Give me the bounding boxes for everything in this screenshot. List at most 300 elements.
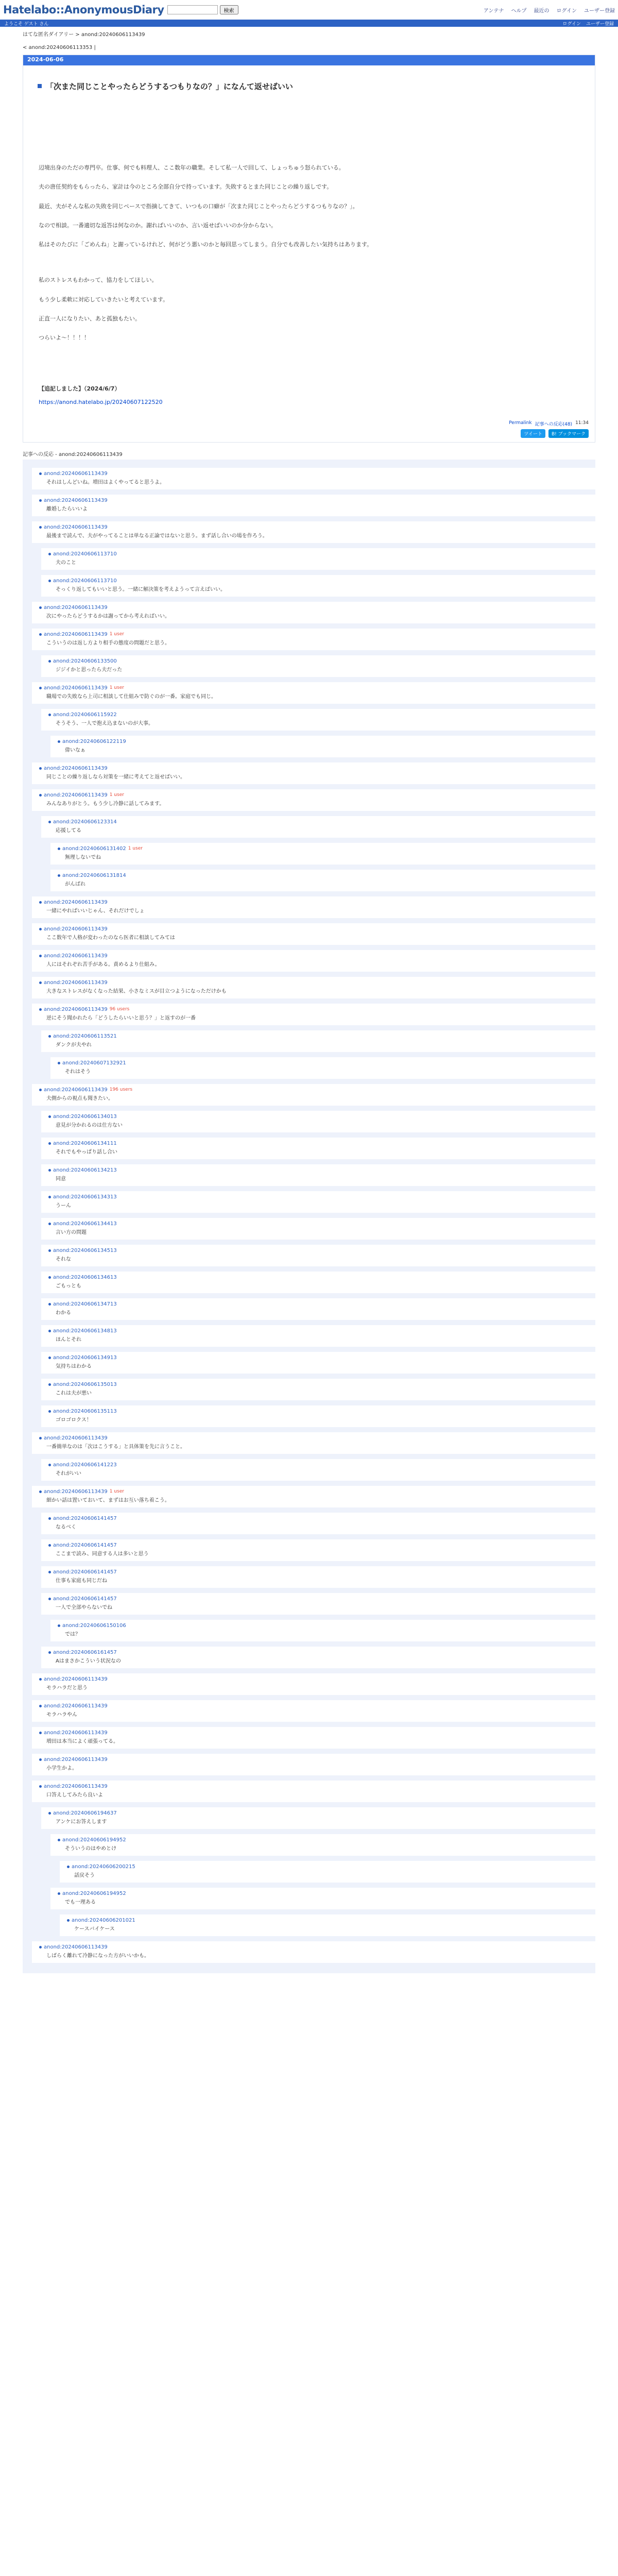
reaction-link[interactable]: anond:20240606113439 — [44, 1756, 108, 1762]
entry-body — [23, 92, 595, 407]
reaction-item — [41, 1400, 595, 1427]
bullet-icon — [58, 1624, 60, 1627]
reaction-meta — [48, 1809, 590, 1817]
bookmark-count[interactable]: 1 user — [109, 685, 124, 690]
reaction-meta — [48, 1247, 590, 1255]
bookmark-count[interactable]: 1 user — [109, 1488, 124, 1494]
reaction-text: それでもやっぱり話し合い — [56, 1149, 117, 1155]
reaction-text: そっくり返してもいいと思う。一緒に解決策を考えようって言えばいい。 — [56, 586, 226, 592]
bullet-icon — [39, 472, 42, 475]
bullet-icon — [48, 1812, 51, 1815]
reaction-card — [41, 1513, 595, 1534]
reaction-card — [41, 1325, 595, 1347]
reaction-item — [41, 1454, 595, 1481]
reaction-item — [32, 1775, 595, 1802]
reaction-item — [41, 1320, 595, 1347]
reaction-link[interactable]: anond:20240606123314 — [53, 819, 117, 825]
reaction-card — [32, 682, 595, 704]
share-buttons — [23, 429, 595, 442]
reaction-text: 逆にそう聞かれたら「どうしたらいいと思う？」と返すのが一番 — [46, 1015, 196, 1021]
reaction-text: 話戻そう — [74, 1872, 95, 1878]
reaction-item — [32, 489, 595, 516]
reaction-link[interactable]: anond:20240606135113 — [53, 1408, 117, 1414]
reaction-text: 言い方の問題 — [56, 1229, 87, 1235]
reaction-card — [32, 629, 595, 650]
bookmark-count[interactable]: 1 user — [109, 631, 124, 637]
reaction-item — [50, 731, 595, 757]
reaction-item — [50, 838, 595, 865]
reaction-link[interactable]: anond:20240606135013 — [53, 1381, 117, 1387]
bullet-icon — [48, 1303, 51, 1306]
reaction-item — [41, 1802, 595, 1829]
bullet-icon — [39, 526, 42, 529]
reaction-meta — [48, 1408, 590, 1415]
reaction-meta — [48, 711, 590, 719]
reaction-item — [41, 1374, 595, 1400]
reaction-link[interactable]: anond:20240606141457 — [53, 1569, 117, 1575]
search-area — [167, 5, 238, 14]
reaction-meta — [48, 1140, 590, 1147]
reaction-thread — [23, 891, 595, 918]
entry-paragraph: もう少し柔軟に対応していきたいと考えています。 — [39, 296, 169, 303]
reaction-link[interactable]: anond:20240606133500 — [53, 658, 117, 664]
reaction-card — [41, 1111, 595, 1132]
reaction-thread — [23, 998, 595, 1079]
nav-login[interactable]: ログイン — [556, 8, 577, 14]
reaction-thread — [32, 1213, 595, 1240]
reaction-link[interactable]: anond:20240606200215 — [72, 1863, 135, 1870]
reaction-meta — [48, 1461, 590, 1469]
reaction-meta — [39, 1702, 590, 1710]
reaction-card — [50, 1057, 595, 1079]
reaction-item — [41, 704, 595, 731]
reaction-text: うーん — [56, 1202, 71, 1209]
bullet-icon — [39, 928, 42, 930]
top-left — [3, 4, 238, 16]
bullet-icon — [48, 714, 51, 716]
reaction-link[interactable]: anond:20240606113439 — [44, 1783, 108, 1789]
reaction-item — [50, 865, 595, 891]
reaction-thread — [32, 1132, 595, 1159]
reaction-meta — [48, 577, 590, 585]
reaction-text: ジジイかと思ったら夫だった — [56, 667, 123, 673]
reaction-link[interactable]: anond:20240606113439 — [44, 1488, 108, 1495]
reaction-card — [32, 1727, 595, 1749]
reaction-text: そうそう、一人で抱え込まないのが大事。 — [56, 720, 153, 726]
reaction-link[interactable]: anond:20240606134111 — [53, 1140, 117, 1146]
tweet-button[interactable]: ツイート — [521, 429, 545, 438]
reaction-text: 人にはそれぞれ苦手がある。責めるより仕組み。 — [46, 961, 160, 968]
reaction-text: それがいい — [56, 1470, 81, 1477]
bullet-icon — [39, 1946, 42, 1948]
reaction-meta — [58, 1836, 590, 1844]
reaction-meta — [48, 550, 590, 558]
reaction-link[interactable]: anond:20240606113439 — [44, 926, 108, 932]
reaction-link[interactable]: anond:20240606113710 — [53, 551, 117, 557]
reaction-meta — [39, 899, 590, 906]
edit-link[interactable]: https://anond.hatelabo.jp/20240607122520 — [39, 398, 163, 405]
reaction-link[interactable]: anond:20240606201021 — [72, 1917, 135, 1923]
reaction-card — [32, 1486, 595, 1507]
reaction-thread — [32, 1641, 595, 1668]
reaction-link[interactable]: anond:20240606194952 — [62, 1837, 126, 1843]
reaction-card — [32, 762, 595, 784]
reaction-text: 応援してる — [56, 827, 81, 834]
reaction-meta — [39, 523, 590, 531]
bullet-icon — [39, 1705, 42, 1707]
bar-register-link[interactable]: ユーザー登録 — [586, 21, 614, 27]
reaction-thread — [23, 757, 595, 784]
reaction-thread — [23, 489, 595, 516]
bullet-icon — [48, 1142, 51, 1145]
reaction-text: 同じことの繰り返しなら対策を一緒に考えてと返せばいい。 — [46, 774, 185, 780]
reaction-meta — [58, 1059, 590, 1067]
entry-paragraph: 夫の唐任契約をもらったら、家計は今のところ全部自分で持っています。失敗するとまた同じことの繰り返しです。 — [39, 183, 333, 191]
entry — [23, 55, 595, 443]
reaction-thread — [50, 1909, 595, 1936]
reaction-link[interactable]: anond:20240606141457 — [53, 1596, 117, 1602]
reaction-card — [41, 1807, 595, 1829]
reaction-item — [32, 463, 595, 489]
reaction-text: ここまで読み、同意する人は多いと思う — [56, 1551, 149, 1557]
bullet-icon — [39, 955, 42, 957]
reaction-text: Aはまさかこういう状況なの — [56, 1658, 121, 1664]
reaction-link[interactable]: anond:20240607132921 — [62, 1060, 126, 1066]
prev-entry-link[interactable]: < anond:20240606113353 | — [23, 45, 96, 50]
reaction-card — [32, 495, 595, 516]
entry-paragraph: つらいよ〜！！！！ — [39, 334, 90, 341]
user-bar — [0, 20, 618, 27]
reaction-meta — [48, 1193, 590, 1201]
reaction-link[interactable]: anond:20240606141223 — [53, 1462, 117, 1468]
reaction-link[interactable]: anond:20240606131814 — [62, 872, 126, 878]
reaction-text: 職場での失敗なら上司に相談して仕組みで防ぐのが一番。家庭でも同じ。 — [46, 693, 216, 700]
logo-sub: ::AnonymousDiary — [56, 4, 164, 16]
reaction-meta — [48, 1300, 590, 1308]
reaction-meta — [48, 1113, 590, 1121]
reaction-item — [32, 1079, 595, 1106]
reaction-text: それな — [56, 1256, 71, 1262]
reaction-text: 偉いなぁ — [65, 747, 85, 753]
bar-login-link[interactable]: ログイン — [562, 21, 581, 27]
reaction-item — [41, 1213, 595, 1240]
reaction-text: 一緒にやればいいじゃん、それだけでしょ — [46, 908, 145, 914]
reaction-item — [32, 1722, 595, 1749]
reaction-card — [41, 1164, 595, 1186]
reaction-card — [50, 843, 595, 865]
bullet-icon — [39, 1785, 42, 1788]
reaction-item — [41, 1561, 595, 1588]
reaction-link[interactable]: anond:20240606113439 — [44, 1006, 108, 1012]
reaction-text: ほんとそれ — [56, 1336, 81, 1343]
reaction-link[interactable]: anond:20240606115922 — [53, 711, 117, 718]
bullet-icon — [48, 1223, 51, 1225]
reaction-link[interactable]: anond:20240606113439 — [44, 604, 108, 611]
reaction-meta — [39, 1783, 590, 1790]
reaction-thread — [32, 1320, 595, 1347]
nav-recent[interactable]: 最近の — [534, 8, 550, 14]
entry-paragraph: 正直一人になりたい、あと孤独もたい。 — [39, 315, 141, 322]
reaction-thread — [32, 1293, 595, 1320]
reaction-meta — [48, 1220, 590, 1228]
reaction-text: 気持ちはわかる — [56, 1363, 92, 1369]
reaction-thread — [41, 1052, 595, 1079]
reaction-item — [32, 1749, 595, 1775]
bullet-icon — [39, 687, 42, 689]
bullet-icon — [39, 1089, 42, 1091]
reaction-item — [41, 1106, 595, 1132]
reaction-link[interactable]: anond:20240606141457 — [53, 1542, 117, 1548]
reaction-item — [32, 1695, 595, 1722]
reaction-card — [60, 1914, 595, 1936]
reaction-thread — [41, 1829, 595, 1883]
bullet-icon — [48, 1598, 51, 1600]
reaction-card — [32, 1673, 595, 1695]
bookmark-count[interactable]: 1 user — [128, 845, 143, 851]
reaction-link[interactable]: anond:20240606113439 — [44, 470, 108, 477]
reaction-text: がんばれ — [65, 881, 85, 887]
reaction-link[interactable]: anond:20240606150106 — [62, 1622, 126, 1629]
reaction-item — [41, 1641, 595, 1668]
top-nav — [484, 6, 615, 14]
reaction-link[interactable]: anond:20240606134813 — [53, 1328, 117, 1334]
reaction-text: なるべく — [56, 1524, 76, 1530]
bullet-icon — [48, 1571, 51, 1573]
reaction-card — [32, 1754, 595, 1775]
reaction-text: これは夫が悪い — [56, 1390, 92, 1396]
reaction-item — [41, 1293, 595, 1320]
bookmark-button[interactable]: B! ブックマーク — [548, 429, 589, 438]
reaction-text: それはそう — [65, 1069, 91, 1075]
permalink[interactable]: Permalink — [509, 420, 532, 426]
reaction-meta — [48, 657, 590, 665]
reaction-text: でも一理ある — [65, 1899, 96, 1905]
reaction-item — [60, 1909, 595, 1936]
reaction-meta — [39, 684, 590, 692]
reaction-meta — [39, 1756, 590, 1764]
reaction-text: 口答えしてみたら良いよ — [46, 1792, 103, 1798]
reaction-item — [41, 1186, 595, 1213]
reaction-text: 一番簡単なのは「次はこうする」と具体策を先に言うこと。 — [46, 1444, 185, 1450]
reaction-meta — [39, 1006, 590, 1013]
title-bullet-icon — [38, 84, 42, 88]
reaction-link[interactable]: anond:20240606113439 — [44, 685, 108, 691]
search-button[interactable]: 検索 — [220, 5, 238, 14]
reaction-card — [50, 870, 595, 891]
reaction-thread — [32, 1266, 595, 1293]
reaction-link[interactable]: anond:20240606134713 — [53, 1301, 117, 1307]
reaction-thread — [32, 543, 595, 570]
reaction-text: こういうのは返し方より相手の態度の問題だと思う。 — [46, 640, 170, 646]
reaction-meta — [67, 1863, 590, 1871]
reaction-card — [32, 1004, 595, 1025]
reaction-link[interactable]: anond:20240606134313 — [53, 1194, 117, 1200]
reaction-meta — [48, 1032, 590, 1040]
bullet-icon — [39, 633, 42, 636]
entry-title[interactable]: 「次また同じことやったらどうするつもりなの？」になんて返せばいい — [46, 82, 293, 91]
bullet-icon — [39, 1437, 42, 1439]
reaction-text: 一人で全部やらないでね — [56, 1604, 112, 1611]
bullet-icon — [58, 1839, 60, 1841]
entry-paragraph: 辺境出身のただの専門卒。仕事、何でも料理人、ここ数年の職業。そして私一人で回して、しょっちゅう怒られている。 — [39, 164, 345, 171]
reaction-item — [41, 811, 595, 838]
nav-help[interactable]: ヘルプ — [511, 8, 527, 14]
reaction-meta — [58, 845, 590, 853]
reaction-item — [32, 757, 595, 784]
reaction-card — [32, 950, 595, 972]
reaction-card — [32, 789, 595, 811]
reaction-link[interactable]: anond:20240606113439 — [44, 899, 108, 905]
reaction-link[interactable]: anond:20240606131402 — [62, 845, 126, 852]
reaction-thread — [32, 1240, 595, 1266]
bullet-icon — [39, 499, 42, 502]
reaction-card — [41, 1218, 595, 1240]
reaction-meta — [39, 765, 590, 772]
reaction-link[interactable]: anond:20240606122119 — [62, 738, 126, 744]
reaction-link[interactable]: anond:20240606113439 — [44, 1435, 108, 1441]
reaction-link[interactable]: anond:20240606134613 — [53, 1274, 117, 1280]
bullet-icon — [39, 1490, 42, 1493]
reaction-text: それはしんどいね。増田はよくやってると思うよ。 — [46, 479, 165, 485]
bullet-icon — [48, 580, 51, 582]
bullet-icon — [48, 1249, 51, 1252]
reaction-thread — [32, 1534, 595, 1561]
bullet-icon — [48, 1169, 51, 1172]
reaction-meta — [39, 470, 590, 478]
reaction-link[interactable]: anond:20240606134913 — [53, 1354, 117, 1361]
reaction-meta — [58, 1890, 590, 1897]
entry-paragraph: 最近、夫がそんな私の失敗を同じペースで指摘してきて、いつもの口癖が「次また同じことやったらどうするつもりなの？」。 — [39, 202, 358, 210]
reaction-item — [41, 1159, 595, 1186]
reaction-link[interactable]: anond:20240606134513 — [53, 1247, 117, 1253]
reaction-thread — [32, 1802, 595, 1936]
reaction-card — [41, 1138, 595, 1159]
reaction-link[interactable]: anond:20240606113439 — [44, 631, 108, 637]
reaction-text: 離婚したらいいよ — [46, 506, 88, 512]
reaction-item — [32, 998, 595, 1025]
reaction-link[interactable]: anond:20240606113710 — [53, 578, 117, 584]
bullet-icon — [58, 848, 60, 850]
reaction-link[interactable]: anond:20240606113439 — [44, 953, 108, 959]
entry-paragraph: 私はそのたびに「ごめんね」と謝っているけれど、何がどう悪いのかと毎回思ってしまう。自分でも改善したい気持ちはあります。 — [39, 241, 373, 248]
reaction-link[interactable]: anond:20240606113439 — [44, 979, 108, 986]
reaction-link[interactable]: anond:20240606134413 — [53, 1221, 117, 1227]
reaction-link[interactable]: anond:20240606113439 — [44, 497, 108, 503]
reaction-thread — [23, 918, 595, 945]
reaction-text: そういうのはやめとけ — [65, 1845, 116, 1852]
reaction-meta — [39, 1086, 590, 1094]
reaction-link[interactable]: anond:20240606194637 — [53, 1810, 117, 1816]
search-input[interactable] — [167, 5, 218, 14]
reactions-tree — [23, 460, 595, 1973]
reaction-thread — [32, 1374, 595, 1400]
reaction-meta — [39, 1943, 590, 1951]
reaction-card — [41, 1352, 595, 1374]
reaction-thread — [23, 1668, 595, 1695]
welcome-text: ようこそ ゲスト さん — [4, 21, 49, 27]
nav-register[interactable]: ユーザー登録 — [584, 8, 615, 14]
reaction-link[interactable]: anond:20240606141457 — [53, 1515, 117, 1521]
reaction-link[interactable]: anond:20240606194952 — [62, 1890, 126, 1896]
top-bar — [0, 0, 618, 20]
reactions-count-link[interactable]: 記事への反応(48) — [535, 421, 573, 427]
bullet-icon — [48, 1410, 51, 1413]
reaction-link[interactable]: anond:20240606134213 — [53, 1167, 117, 1173]
reaction-link[interactable]: anond:20240606113439 — [44, 524, 108, 530]
reaction-link[interactable]: anond:20240606113439 — [44, 1944, 108, 1950]
reaction-thread — [32, 570, 595, 597]
bookmark-count[interactable]: 1 user — [109, 792, 124, 798]
reaction-item — [41, 1025, 595, 1052]
reaction-text: では？ — [65, 1631, 80, 1637]
reaction-thread — [32, 1025, 595, 1079]
reaction-thread — [23, 1775, 595, 1936]
reaction-link[interactable]: anond:20240606113439 — [44, 1087, 108, 1093]
reaction-card — [41, 1647, 595, 1668]
bullet-icon — [48, 1464, 51, 1466]
bookmark-count[interactable]: 96 users — [109, 1006, 130, 1012]
reaction-thread — [23, 972, 595, 998]
reaction-meta — [58, 1622, 590, 1630]
reaction-text: 大きなストレスがなくなった結果、小さなミスが目立つようになっただけかも — [46, 988, 227, 994]
reaction-item — [32, 677, 595, 704]
reaction-item — [41, 570, 595, 597]
reaction-thread — [23, 463, 595, 489]
reaction-card — [41, 575, 595, 597]
reaction-thread — [23, 1936, 595, 1963]
entry-paragraph: 私のストレスもわかって、協力をしてほしい。 — [39, 277, 158, 284]
reaction-link[interactable]: anond:20240606113439 — [44, 765, 108, 771]
reaction-thread — [23, 1695, 595, 1722]
breadcrumb[interactable]: はてな匿名ダイアリー > anond:20240606113439 — [23, 32, 145, 38]
bookmark-count[interactable]: 196 users — [109, 1087, 133, 1092]
bullet-icon — [48, 1651, 51, 1654]
reaction-card — [41, 816, 595, 838]
reaction-item — [32, 597, 595, 623]
reaction-link[interactable]: anond:20240606161457 — [53, 1649, 117, 1655]
reaction-link[interactable]: anond:20240606134013 — [53, 1113, 117, 1120]
reaction-text: 小学生かよ。 — [46, 1765, 77, 1771]
reaction-item — [41, 1588, 595, 1615]
reaction-link[interactable]: anond:20240606113521 — [53, 1033, 117, 1039]
bullet-icon — [48, 660, 51, 663]
reaction-link[interactable]: anond:20240606113439 — [44, 1730, 108, 1736]
site-logo[interactable] — [3, 4, 164, 16]
entry-time: 11:34 — [575, 420, 589, 426]
reaction-meta — [48, 1166, 590, 1174]
reaction-item — [41, 1347, 595, 1374]
reaction-text: ごもっとも — [56, 1283, 81, 1289]
reaction-thread — [32, 1159, 595, 1186]
reaction-item — [41, 543, 595, 570]
reaction-thread — [41, 731, 595, 757]
reaction-link[interactable]: anond:20240606113439 — [44, 1703, 108, 1709]
reaction-thread — [32, 1561, 595, 1588]
reactions-heading: 記事への反応 - anond:20240606113439 — [23, 451, 123, 457]
reaction-item — [50, 1829, 595, 1856]
reaction-card — [32, 1941, 595, 1963]
reaction-text: 無理しないでね — [65, 854, 101, 860]
reaction-item — [50, 1883, 595, 1909]
reaction-meta — [39, 1729, 590, 1737]
reaction-item — [41, 650, 595, 677]
bullet-icon — [67, 1866, 70, 1868]
reaction-card — [32, 602, 595, 623]
bullet-icon — [48, 1517, 51, 1520]
nav-antenna[interactable]: アンテナ — [483, 8, 504, 14]
reaction-link[interactable]: anond:20240606113439 — [44, 1676, 108, 1682]
reaction-link[interactable]: anond:20240606113439 — [44, 792, 108, 798]
